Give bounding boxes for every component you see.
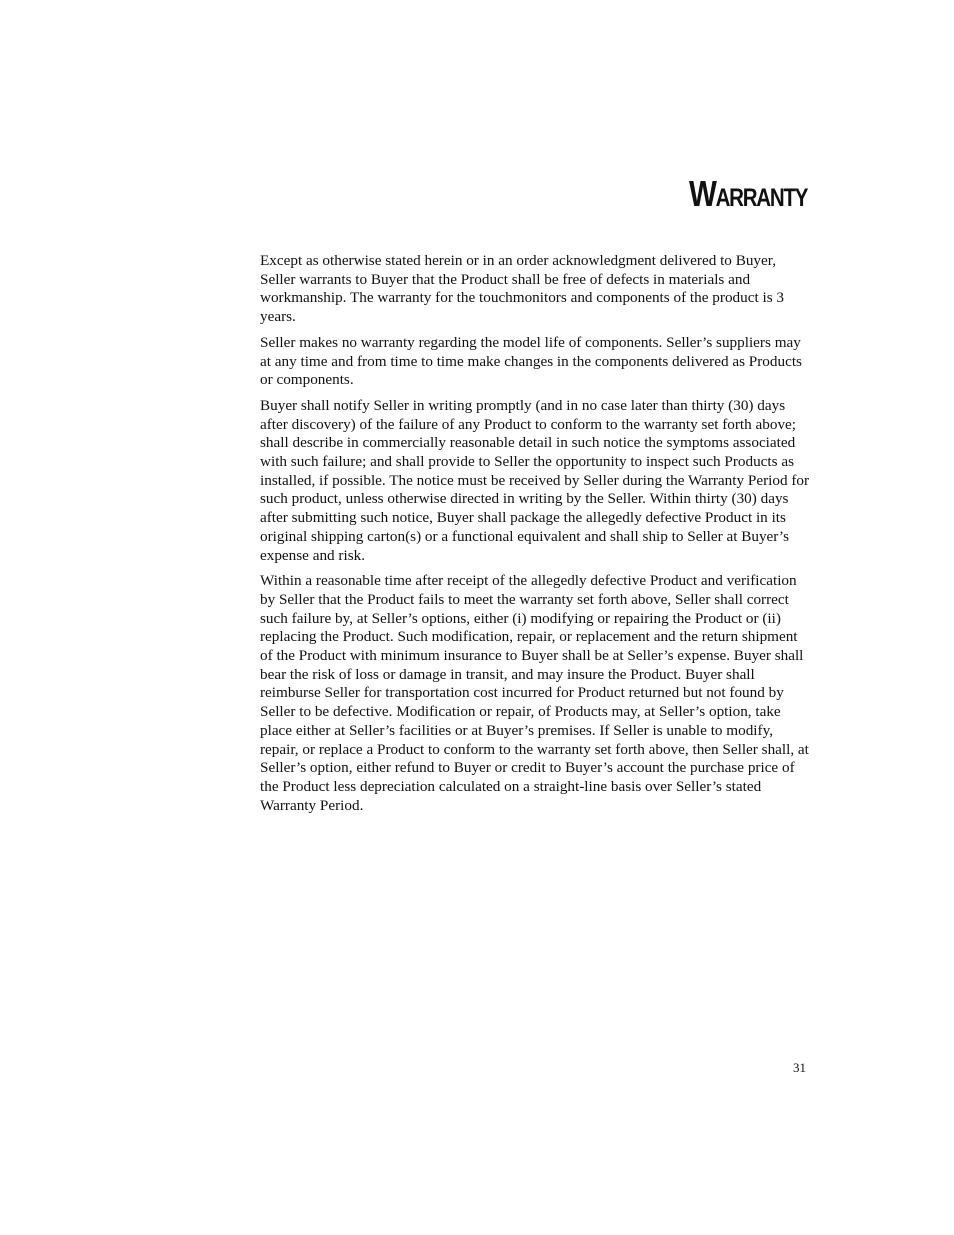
page-number: 31 bbox=[793, 1060, 806, 1075]
paragraph-remedy: Within a reasonable time after receipt of the allegedly defective Product and verification by Seller that the Product fails to meet the warranty set forth above, Seller shall correct such failure by, at Seller’s options, either (i) modifying or repairing the Product or (ii) replacing the Product. Such modification, repair, or replacement and the return shipment of the Product with minimum insurance to Buyer shall be at Seller’s expense. Buyer shall bear the risk of loss or damage in transit, and may insure the Product. Buyer shall reimburse Seller for transportation cost incurred for Product returned but not found by Seller to be defective. Modification or repair, of Products may, at Seller’s option, take place either at Seller’s facilities or at Buyer’s premises. If Seller is unable to modify, repair, or replace a Product to conform to the warranty set forth above, then Seller shall, at Seller’s option, either refund to Buyer or credit to Buyer’s account the purchase price of the Product less depreciation calculated on a straight-line basis over Seller’s stated Warranty Period. bbox=[260, 572, 809, 814]
section-title: Warranty bbox=[688, 173, 807, 214]
paragraph-warranty-scope: Except as otherwise stated herein or in an order acknowledgment delivered to Buyer, Seller warrants to Buyer that the Product shall be free of defects in materials and workmanship. The warranty for the touchmonitors and components of the product is 3 years. bbox=[260, 252, 784, 326]
warranty-body bbox=[260, 252, 812, 822]
paragraph-model-life: Seller makes no warranty regarding the model life of components. Seller’s suppliers may at any time and from time to time make changes in the components delivered as Products or components. bbox=[260, 333, 802, 389]
paragraph-notification: Buyer shall notify Seller in writing promptly (and in no case later than thirty (30) days after discovery) of the failure of any Product to conform to the warranty set forth above; shall describe in commercially reasonable detail in such notice the symptoms associated with such failure; and shall provide to Seller the opportunity to inspect such Products as installed, if possible. The notice must be received by Seller during the Warranty Period for such product, unless otherwise directed in writing by the Seller. Within thirty (30) days after submitting such notice, Buyer shall package the allegedly defective Product in its original shipping carton(s) or a functional equivalent and shall ship to Seller at Buyer’s expense and risk. bbox=[260, 396, 810, 564]
